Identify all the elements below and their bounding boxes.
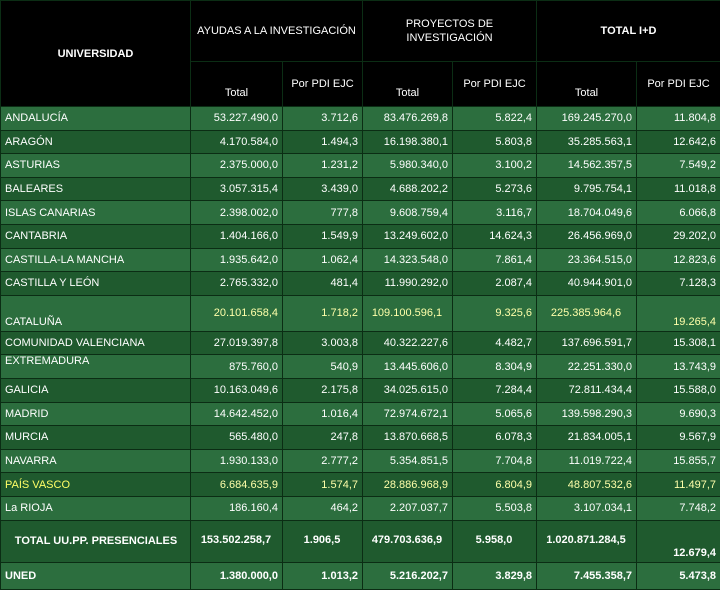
proyectos-total: 5.354.851,5 (363, 449, 453, 473)
proyectos-per-pdi: 5.273,6 (453, 177, 537, 201)
table-row (1, 449, 720, 473)
id-per-pdi: 5.473,8 (637, 562, 720, 589)
ayudas-total: 875.760,0 (191, 355, 283, 379)
ayudas-total: 2.398.002,0 (191, 201, 283, 225)
id-total: 26.456.969,0 (537, 224, 637, 248)
proyectos-per-pdi: 5.822,4 (453, 107, 537, 131)
id-per-pdi: 19.265,4 (637, 295, 720, 331)
table-row (1, 426, 720, 450)
proyectos-total: 72.974.672,1 (363, 402, 453, 426)
proyectos-per-pdi: 3.116,7 (453, 201, 537, 225)
id-total: 9.795.754,1 (537, 177, 637, 201)
ayudas-total: 1.930.133,0 (191, 449, 283, 473)
row-name: EXTREMADURA (1, 355, 191, 379)
header-pdi-proyectos: Por PDI EJC (453, 62, 537, 107)
ayudas-per-pdi: 481,4 (283, 272, 363, 296)
id-total: 72.811.434,4 (537, 378, 637, 402)
id-per-pdi: 12.823,6 (637, 248, 720, 272)
proyectos-per-pdi: 2.087,4 (453, 272, 537, 296)
row-name: ANDALUCÍA (1, 107, 191, 131)
proyectos-total: 28.886.968,9 (363, 473, 453, 497)
row-name: MURCIA (1, 426, 191, 450)
ayudas-total: 3.057.315,4 (191, 177, 283, 201)
ayudas-per-pdi: 1.906,5 (283, 520, 363, 562)
ayudas-per-pdi: 1.231,2 (283, 154, 363, 178)
table-row (1, 224, 720, 248)
ayudas-per-pdi: 464,2 (283, 496, 363, 520)
id-per-pdi: 29.202,0 (637, 224, 720, 248)
id-per-pdi: 11.497,7 (637, 473, 720, 497)
ayudas-per-pdi: 2.777,2 (283, 449, 363, 473)
proyectos-per-pdi: 9.325,6 (453, 295, 537, 331)
row-name: ASTURIAS (1, 154, 191, 178)
id-total: 7.455.358,7 (537, 562, 637, 589)
row-name: BALEARES (1, 177, 191, 201)
proyectos-total: 14.323.548,0 (363, 248, 453, 272)
proyectos-per-pdi: 4.482,7 (453, 331, 537, 355)
ayudas-total: 1.380.000,0 (191, 562, 283, 589)
proyectos-per-pdi: 5.958,0 (453, 520, 537, 562)
proyectos-per-pdi: 8.304,9 (453, 355, 537, 379)
ayudas-per-pdi: 1.549,9 (283, 224, 363, 248)
ayudas-per-pdi: 1.574,7 (283, 473, 363, 497)
row-name: COMUNIDAD VALENCIANA (1, 331, 191, 355)
proyectos-total: 109.100.596,1 (363, 295, 453, 331)
ayudas-per-pdi: 1.013,2 (283, 562, 363, 589)
id-total: 18.704.049,6 (537, 201, 637, 225)
row-name: ARAGÓN (1, 130, 191, 154)
row-name: UNED (1, 562, 191, 589)
ayudas-total: 53.227.490,0 (191, 107, 283, 131)
proyectos-total: 4.688.202,2 (363, 177, 453, 201)
header-proyectos-investigacion: PROYECTOS DE INVESTIGACIÓN (363, 1, 537, 62)
proyectos-total: 11.990.292,0 (363, 272, 453, 296)
header-pdi-id: Por PDI EJC (637, 62, 720, 107)
proyectos-total: 16.198.380,1 (363, 130, 453, 154)
id-total: 14.562.357,5 (537, 154, 637, 178)
proyectos-per-pdi: 7.704,8 (453, 449, 537, 473)
ayudas-total: 2.765.332,0 (191, 272, 283, 296)
id-per-pdi: 9.567,9 (637, 426, 720, 450)
proyectos-per-pdi: 3.100,2 (453, 154, 537, 178)
proyectos-per-pdi: 6.078,3 (453, 426, 537, 450)
ayudas-total: 14.642.452,0 (191, 402, 283, 426)
ayudas-total: 20.101.658,4 (191, 295, 283, 331)
id-total: 35.285.563,1 (537, 130, 637, 154)
id-per-pdi: 11.018,8 (637, 177, 720, 201)
id-per-pdi: 9.690,3 (637, 402, 720, 426)
proyectos-total: 9.608.759,4 (363, 201, 453, 225)
row-name: TOTAL UU.PP. PRESENCIALES (1, 520, 191, 562)
id-per-pdi: 12.679,4 (637, 520, 720, 562)
id-total: 11.019.722,4 (537, 449, 637, 473)
row-name: MADRID (1, 402, 191, 426)
proyectos-per-pdi: 3.829,8 (453, 562, 537, 589)
id-per-pdi: 7.549,2 (637, 154, 720, 178)
id-total: 1.020.871.284,5 (537, 520, 637, 562)
ayudas-per-pdi: 1.718,2 (283, 295, 363, 331)
totals-row (1, 520, 720, 562)
row-name: CATALUÑA (1, 295, 191, 331)
table-row (1, 355, 720, 379)
id-total: 23.364.515,0 (537, 248, 637, 272)
proyectos-total: 34.025.615,0 (363, 378, 453, 402)
ayudas-total: 2.375.000,0 (191, 154, 283, 178)
id-total: 169.245.270,0 (537, 107, 637, 131)
id-total: 40.944.901,0 (537, 272, 637, 296)
ayudas-total: 565.480,0 (191, 426, 283, 450)
ayudas-per-pdi: 777,8 (283, 201, 363, 225)
table-row (1, 248, 720, 272)
table-row (1, 331, 720, 355)
id-total: 48.807.532,6 (537, 473, 637, 497)
table-row (1, 473, 720, 497)
table-row (1, 272, 720, 296)
header-total-id-total: Total (537, 62, 637, 107)
ayudas-total: 27.019.397,8 (191, 331, 283, 355)
proyectos-total: 2.207.037,7 (363, 496, 453, 520)
id-per-pdi: 15.588,0 (637, 378, 720, 402)
id-per-pdi: 7.748,2 (637, 496, 720, 520)
id-per-pdi: 15.855,7 (637, 449, 720, 473)
table-row (1, 201, 720, 225)
ayudas-per-pdi: 3.712,6 (283, 107, 363, 131)
ayudas-per-pdi: 540,9 (283, 355, 363, 379)
proyectos-total: 5.980.340,0 (363, 154, 453, 178)
row-name: CASTILLA Y LEÓN (1, 272, 191, 296)
row-name: GALICIA (1, 378, 191, 402)
ayudas-per-pdi: 1.494,3 (283, 130, 363, 154)
proyectos-total: 13.870.668,5 (363, 426, 453, 450)
id-per-pdi: 13.743,9 (637, 355, 720, 379)
proyectos-total: 479.703.636,9 (363, 520, 453, 562)
row-name: NAVARRA (1, 449, 191, 473)
uned-row (1, 562, 720, 589)
header-ayudas-investigacion: AYUDAS A LA INVESTIGACIÓN (191, 1, 363, 62)
ayudas-per-pdi: 3.003,8 (283, 331, 363, 355)
proyectos-per-pdi: 7.861,4 (453, 248, 537, 272)
table-row (1, 154, 720, 178)
id-per-pdi: 7.128,3 (637, 272, 720, 296)
id-total: 3.107.034,1 (537, 496, 637, 520)
id-per-pdi: 11.804,8 (637, 107, 720, 131)
proyectos-total: 83.476.269,8 (363, 107, 453, 131)
id-total: 137.696.591,7 (537, 331, 637, 355)
id-total: 225.385.964,6 (537, 295, 637, 331)
id-per-pdi: 12.642,6 (637, 130, 720, 154)
ayudas-total: 1.935.642,0 (191, 248, 283, 272)
ayudas-total: 4.170.584,0 (191, 130, 283, 154)
table-row (1, 177, 720, 201)
header-pdi-ayudas: Por PDI EJC (283, 62, 363, 107)
proyectos-per-pdi: 7.284,4 (453, 378, 537, 402)
ayudas-per-pdi: 2.175,8 (283, 378, 363, 402)
table-row (1, 378, 720, 402)
table-row (1, 402, 720, 426)
id-total: 21.834.005,1 (537, 426, 637, 450)
table-row (1, 107, 720, 131)
row-name: PAÍS VASCO (1, 473, 191, 497)
row-name: La RIOJA (1, 496, 191, 520)
id-total: 139.598.290,3 (537, 402, 637, 426)
proyectos-per-pdi: 5.803,8 (453, 130, 537, 154)
table-row (1, 130, 720, 154)
proyectos-total: 40.322.227,6 (363, 331, 453, 355)
ayudas-total: 6.684.635,9 (191, 473, 283, 497)
proyectos-per-pdi: 14.624,3 (453, 224, 537, 248)
table-row (1, 496, 720, 520)
id-per-pdi: 15.308,1 (637, 331, 720, 355)
header-total-proyectos: Total (363, 62, 453, 107)
header-total-id: TOTAL I+D (537, 1, 720, 62)
proyectos-per-pdi: 5.065,6 (453, 402, 537, 426)
proyectos-total: 13.249.602,0 (363, 224, 453, 248)
id-total: 22.251.330,0 (537, 355, 637, 379)
table-row (1, 295, 720, 331)
row-name: ISLAS CANARIAS (1, 201, 191, 225)
header-total-ayudas: Total (191, 62, 283, 107)
row-name: CASTILLA-LA MANCHA (1, 248, 191, 272)
proyectos-per-pdi: 5.503,8 (453, 496, 537, 520)
ayudas-per-pdi: 3.439,0 (283, 177, 363, 201)
ayudas-per-pdi: 247,8 (283, 426, 363, 450)
ayudas-per-pdi: 1.016,4 (283, 402, 363, 426)
id-per-pdi: 6.066,8 (637, 201, 720, 225)
proyectos-total: 13.445.606,0 (363, 355, 453, 379)
row-name: CANTABRIA (1, 224, 191, 248)
ayudas-total: 186.160,4 (191, 496, 283, 520)
ayudas-per-pdi: 1.062,4 (283, 248, 363, 272)
proyectos-total: 5.216.202,7 (363, 562, 453, 589)
header-universidad: UNIVERSIDAD (1, 1, 191, 107)
ayudas-total: 153.502.258,7 (191, 520, 283, 562)
ayudas-total: 10.163.049,6 (191, 378, 283, 402)
proyectos-per-pdi: 6.804,9 (453, 473, 537, 497)
ayudas-total: 1.404.166,0 (191, 224, 283, 248)
